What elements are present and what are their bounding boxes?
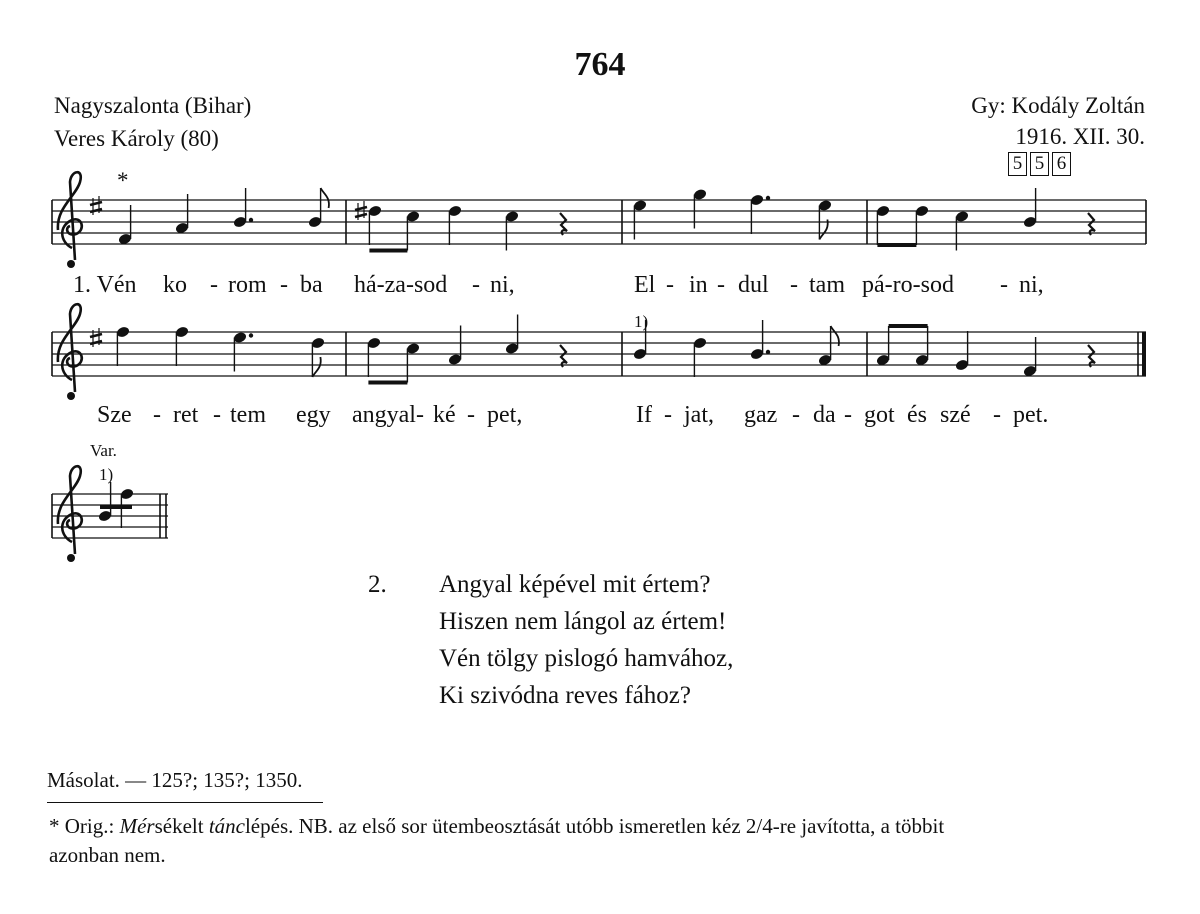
lyric-syllable: tem: [230, 402, 266, 428]
lyric-syllable: pet,: [487, 402, 523, 428]
stanza-number: 2.: [368, 571, 387, 598]
lyric-syllable: da: [813, 402, 836, 428]
variant-label: Var.: [90, 441, 117, 460]
treble-clef-icon: [58, 466, 82, 562]
lyric-syllable: -: [993, 402, 1001, 428]
collection-date: 1916. XII. 30.: [1015, 124, 1145, 149]
note-dot: [766, 196, 770, 200]
footnote-divider: [47, 802, 323, 803]
lyric-syllable: ké: [433, 402, 456, 428]
lyric-syllable: If: [636, 402, 652, 428]
source-place: Nagyszalonta (Bihar): [54, 93, 252, 118]
lyric-syllable: angyal-: [352, 402, 424, 428]
lyric-syllable: -: [666, 272, 674, 298]
lyric-syllable: tam: [809, 272, 845, 298]
collector: Gy: Kodály Zoltán: [971, 93, 1145, 118]
lyric-syllable: Sze: [97, 402, 132, 428]
lyric-syllable: pá-ro-sod: [862, 272, 954, 298]
lyric-syllable: jat,: [684, 402, 714, 428]
lyric-syllable: -: [664, 402, 672, 428]
sharp-icon: [90, 328, 102, 347]
catalog-digit: 5: [1008, 152, 1027, 176]
lyric-syllable: há-za-sod: [354, 272, 448, 298]
lyric-syllable: -: [467, 402, 475, 428]
footnote: [49, 814, 944, 839]
lyric-syllable: -: [717, 272, 725, 298]
copy-note: Másolat. — 125?; 135?; 1350.: [47, 768, 303, 792]
lyric-syllable: ni,: [490, 272, 515, 298]
lyric-syllable: in: [689, 272, 708, 298]
staff-system-1: [52, 200, 1146, 244]
lyric-syllable: -: [844, 402, 852, 428]
lyric-syllable: rom: [228, 272, 267, 298]
lyric-syllable: gaz: [744, 402, 778, 428]
page-title: 764: [574, 46, 626, 83]
lyric-syllable: -: [472, 272, 480, 298]
variant-mark: 1): [99, 465, 114, 484]
treble-clef-icon: [58, 172, 82, 268]
footnote-continuation: azonban nem.: [49, 843, 166, 867]
staff-system-2: [52, 332, 1146, 376]
note-dot: [249, 218, 253, 222]
note-flag: [321, 188, 329, 208]
footnote-italic-1: Mér: [119, 814, 155, 838]
lyric-syllable: got: [864, 402, 895, 428]
lyric-syllable: és: [907, 402, 927, 428]
sharp-icon: [90, 196, 102, 215]
footnote-text-2: lépés. NB. az első sor ütembeosztását utóbb ismeretlen kéz 2/4-re javította, a többit: [244, 814, 945, 838]
lyric-syllable: dul: [738, 272, 769, 298]
rest-icon: [560, 345, 567, 367]
source-singer: Veres Károly (80): [54, 126, 219, 151]
treble-clef-icon: [58, 304, 82, 400]
note-dot: [249, 333, 253, 337]
lyric-syllable: szé: [940, 402, 971, 428]
lyric-syllable: -: [792, 402, 800, 428]
lyric-syllable: -: [210, 272, 218, 298]
stanza-line: Hiszen nem lángol az értem!: [439, 608, 727, 635]
rest-icon: [1088, 213, 1095, 235]
lyric-syllable: ko: [163, 272, 187, 298]
lyric-syllable: -: [153, 402, 161, 428]
footnote-text-1: sékelt: [154, 814, 204, 838]
note-flag: [312, 357, 320, 377]
lyric-syllable: 1. Vén: [73, 272, 137, 298]
note-dot: [766, 350, 770, 354]
rest-icon: [560, 213, 567, 235]
lyric-syllable: ba: [300, 272, 323, 298]
stanza-lines: [439, 566, 733, 714]
footnote-star: *: [49, 814, 60, 838]
lyric-syllable: pet.: [1013, 402, 1049, 428]
footnote-orig: Orig.:: [64, 814, 115, 838]
lyric-syllable: ret: [173, 402, 199, 428]
footnote-mark: 1): [634, 312, 649, 331]
lyric-syllable: El: [634, 272, 656, 298]
catalog-digit: 6: [1052, 152, 1071, 176]
lyric-syllable: -: [280, 272, 288, 298]
stanza-line: Vén tölgy pislogó hamvához,: [439, 645, 734, 672]
lyric-syllable: -: [213, 402, 221, 428]
rest-icon: [1088, 345, 1095, 367]
tempo-asterisk: *: [117, 168, 129, 193]
lyric-syllable: -: [1000, 272, 1008, 298]
stanza-line: Ki szivódna reves fához?: [439, 682, 691, 709]
lyric-syllable: ni,: [1019, 272, 1044, 298]
lyric-syllable: -: [790, 272, 798, 298]
catalog-digit: 5: [1030, 152, 1049, 176]
footnote-italic-2: tánc: [208, 814, 245, 838]
stanza-line: Angyal képével mit értem?: [439, 571, 711, 598]
lyric-syllable: egy: [296, 402, 331, 428]
notes-layer: [98, 188, 1095, 528]
